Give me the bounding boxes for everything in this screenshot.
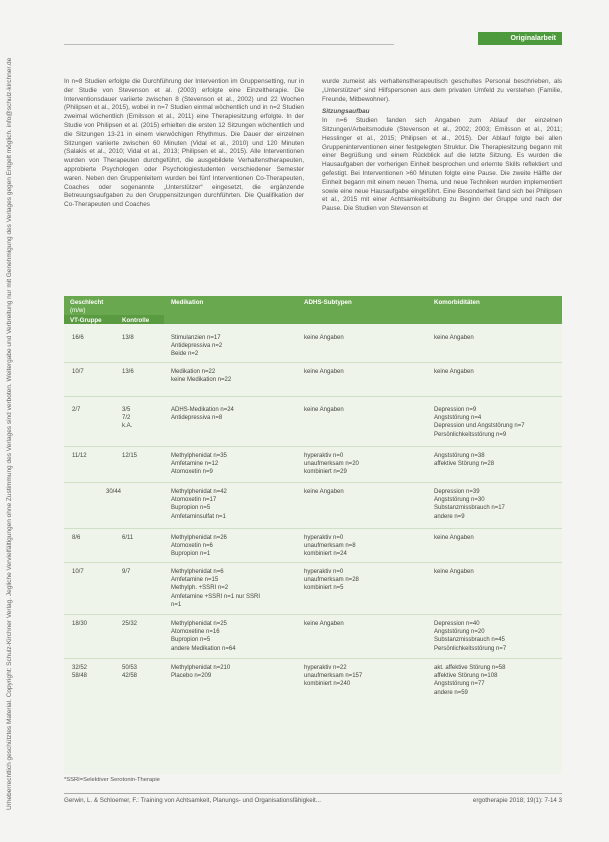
row-2-adhs: keine Angaben — [304, 369, 344, 375]
row-7-med: Methylphenidat n=6 Amfetamine n=15 Methylph. +SSRI n=2 Amfetamine +SSRI n=1 nur SSRI n=1 — [171, 569, 261, 608]
row-6-vt: 8/6 — [72, 535, 81, 541]
row-7-kom: keine Angaben — [434, 569, 474, 575]
row-6-med: Methylphenidat n=26 Atomoxetin n=6 Bupropion n=1 — [171, 535, 227, 558]
row-divider — [64, 614, 562, 615]
row-6-kom: keine Angaben — [434, 535, 474, 541]
row-3-adhs: keine Angaben — [304, 407, 344, 413]
header-kontroll: Kontrolle — [122, 317, 150, 324]
left-column — [64, 78, 304, 210]
row-4-med: Methylphenidat n=35 Amfetamine n=12 Atomoxetin n=9 — [171, 453, 227, 476]
right-intro: wurde zumeist als verhaltenstherapeutisch geschultes Personal beschrieben, als „Unterstützer“ sind Hilfspersonen aus dem privaten Umfeld zu verstehen (Familie, Freunde, Mitbewohner). — [322, 78, 562, 103]
row-divider — [64, 362, 562, 363]
row-3-kom: Depression n=9 Angststörung n=4 Depression und Angststörung n=7 Persönlichkeitsstörung n=9 — [434, 407, 525, 438]
row-7-k: 9/7 — [122, 569, 131, 575]
row-3-med: ADHS-Medikation n=24 Antidepressiva n=8 — [171, 407, 234, 422]
row-1-adhs: keine Angaben — [304, 335, 344, 341]
section-heading: Sitzungsaufbau — [322, 108, 370, 116]
right-column — [322, 78, 562, 214]
row-8-adhs: keine Angaben — [304, 621, 344, 627]
row-5-kom: Depression n=39 Angststörung n=30 Substanzmissbrauch n=17 andere n=9 — [434, 489, 505, 520]
row-divider — [64, 658, 562, 659]
page-footer — [64, 797, 562, 804]
row-2-vt: 10/7 — [72, 369, 84, 375]
row-1-kom: keine Angaben — [434, 335, 474, 341]
row-divider — [64, 446, 562, 447]
row-4-kom: Angststörung n=38 affektive Störung n=28 — [434, 453, 495, 468]
row-2-k: 13/6 — [122, 369, 134, 375]
row-7-adhs: hyperaktiv n=0 unaufmerksam n=28 kombiniert n=5 — [304, 569, 359, 592]
header-komorb: Komorbiditäten — [434, 299, 480, 306]
row-8-med: Methylphenidat n=25 Atomoxetine n=16 Bupropion n=5 andere Medikation n=64 — [171, 621, 236, 652]
section-tag: Originalarbeit — [478, 32, 562, 45]
row-5-med: Methylphenidat n=42 Atomoxetin n=17 Bupropion n=5 Amfetaminsulfat n=1 — [171, 489, 227, 520]
footer-rule — [64, 793, 562, 794]
row-4-k: 12/15 — [122, 453, 138, 459]
row-9-vt: 32/52 58/48 — [72, 665, 88, 680]
header-rule — [64, 44, 394, 45]
header-group-sub: (m/w) — [70, 307, 86, 314]
row-2-kom: keine Angaben — [434, 369, 474, 375]
row-9-adhs: hyperaktiv n=22 unaufmerksam n=157 kombiniert n=240 — [304, 665, 363, 688]
row-8-k: 25/32 — [122, 621, 138, 627]
row-6-adhs: hyperaktiv n=0 unaufmerksam n=8 kombiniert n=24 — [304, 535, 356, 558]
row-8-vt: 18/30 — [72, 621, 88, 627]
row-8-kom: Depression n=40 Angststörung n=20 Substanzmissbrauch n=45 Persönlichkeitsstörung n=7 — [434, 621, 507, 652]
row-3-vt: 2/7 — [72, 407, 81, 413]
row-9-k: 50/53 42/58 — [122, 665, 138, 680]
header-vt: VT-Gruppe — [70, 317, 102, 324]
row-4-vt: 11/12 — [72, 453, 87, 459]
row-1-vt: 16/6 — [72, 335, 84, 341]
right-body: In n=6 Studien fanden sich Angaben zum Ablauf der einzelnen Sitzungen/Arbeitsmodule (Stevenson et al., 2002; 2003; Emilsson et al., 2011; Hesslinger et al., 2015; Philipsen et al., 2015). Der Ablauf folgte bei allen Gruppeninterventionen einer festgelegten Struktur. Die Therapiesitzung begann mit einer Begrüßung und einem Rückblick auf die letzte Sitzung. Es wurden die Hausaufgaben der vorherigen Einheit besprochen und erlernte Skills reflektiert und gefestigt. Bei Interventionen >60 Minuten folgte eine Pause. Die zweite Hälfte der Einheit begann mit einem neuen Thema, und neue Techniken wurden implementiert sowie eine neue Hausaufgabe eingeführt. Eine Besonderheit fand sich bei Philipsen et al., 2015 mit einer Achtsamkeitsübung zu Beginn der Gruppe und nach der Pause. Die Studien von Stevenson et — [322, 117, 562, 213]
row-1-med: Stimulanzien n=17 Antidepressiva n=2 Beide n=2 — [171, 335, 223, 358]
header-group: Geschlecht — [70, 299, 104, 306]
row-divider — [64, 528, 562, 529]
footer-citation: Gerwin, L. & Schloemer, F.: Training von Achtsamkeit, Planungs- und Organisationsfähigkeit... — [64, 797, 321, 804]
row-4-adhs: hyperaktiv n=0 unaufmerksam n=20 kombiniert n=29 — [304, 453, 359, 476]
study-table — [64, 296, 562, 774]
row-6-k: 6/11 — [122, 535, 134, 541]
row-divider — [64, 562, 562, 563]
copyright-sidebar — [6, 40, 20, 810]
row-5-adhs: keine Angaben — [304, 489, 344, 495]
footer-page-info: ergotherapie 2018; 19(1): 7-14 3 — [472, 797, 562, 804]
row-9-kom: akt. affektive Störung n=58 affektive Störung n=108 Angststörung n=77 andere n=59 — [434, 665, 506, 696]
row-divider — [64, 482, 562, 483]
copyright-text: Urheberrechtlich geschütztes Material. Copyright: Schulz-Kirchner Verlag. Jegliche Vervielfältigungen ohne Zustimmung des Verlages sind verboten. Weitergabe und Verbreitung nur mit Genehmigung des Verlages gegen Entgelt möglich. info@schulz-kirchner.de — [6, 57, 13, 810]
row-7-vt: 10/7 — [72, 569, 84, 575]
row-2-med: Medikation n=22 keine Medikation n=22 — [171, 369, 232, 384]
row-9-med: Methylphenidat n=210 Placebo n=209 — [171, 665, 231, 680]
row-divider — [64, 396, 562, 397]
header-medikation: Medikation — [171, 299, 204, 306]
row-1-k: 13/8 — [122, 335, 134, 341]
table-footnote: *SSRI=Selektiver Serotonin-Therapie — [64, 777, 160, 783]
row-3-k: 3/5 7/2 k.A. — [122, 407, 133, 430]
header-adhs: ADHS-Subtypen — [304, 299, 352, 306]
left-paragraph: In n=8 Studien erfolgte die Durchführung der Intervention im Gruppensetting, nur in der Studie von Stevenson et al. (2003) erfolgte eine Einzeltherapie. Die Interventionsdauer variierte zwischen 8 (Stevenson et al., 2002) und 22 Wochen (Philipsen et al., 2015), wobei in n=7 Studien einmal wöchentlich und in n=2 Studien zweimal wöchentlich (Emilsson et al., 2011) eine Therapiesitzung erfolgte. In der Studie von Philipsen et al. (2015) erhielten die ersten 12 Sitzungen wöchentlich und die Sitzungen 13-21 in einem vierwöchigen Rhythmus. Die Dauer der einzelnen Sitzungen variierte zwischen 60 Minuten (Vidal et al., 2010) und 120 Minuten (Salakis et al., 2010; Vidal et al., 2013; Philipsen et al., 2015). Alle Interventionen wurden von Therapeuten durchgeführt, die ausgebildete Verhaltenstherapeuten, approbierte Psychologen oder Psychologiestudenten verschiedener Semester waren. Neben den Gruppenleitern wurden bei fünf Interventionen Co-Therapeuten, Coaches oder sogenannte „Unterstützer“ eingesetzt, die ergänzende Betreuungsaufgaben zu den Gruppensitzungen durchführten. Die Qualifikation der Co-Therapeuten und Coaches — [64, 78, 304, 209]
row-5-k: 30/44 — [106, 489, 122, 495]
